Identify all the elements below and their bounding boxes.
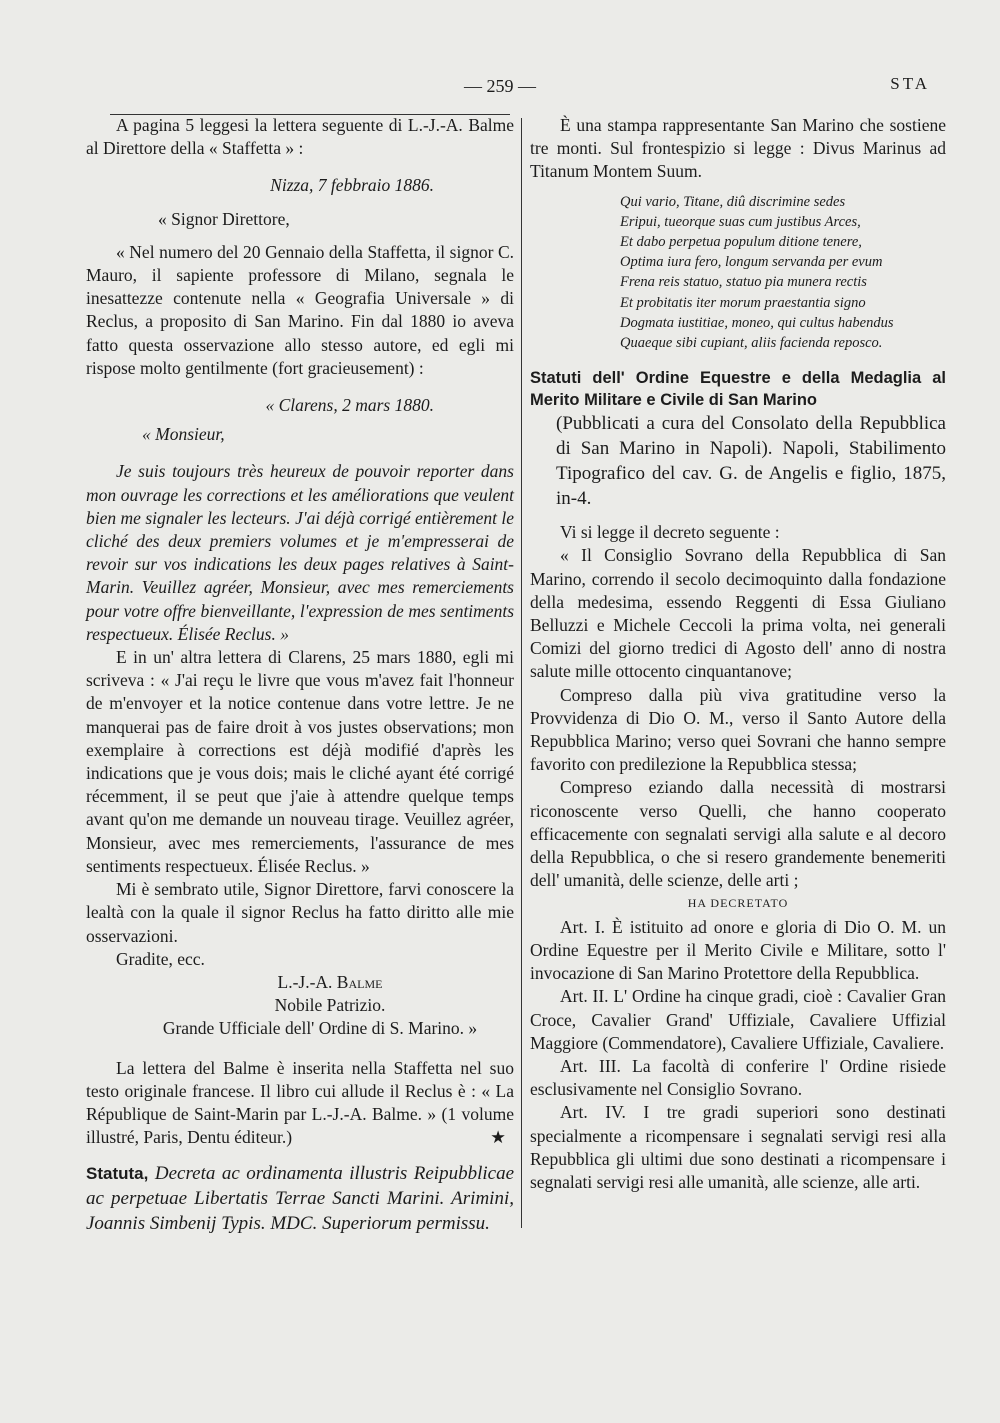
decree-paragraph: Compreso eziando dalla necessità di mostrarsi riconoscente verso Quelli, che hanno cooperato efficacemente con segnalati servigi alla salute e al decoro della Repubblica, o che si resero grandemente benemeriti dell' umanità, delle scienze, delle arti ; (530, 777, 946, 891)
decree-paragraph: Compreso dalla più viva gratitudine verso la Provvidenza di Dio O. M., verso il Santo Autore della Repubblica Marino; verso quei Sovrani che hanno sempre favorito con predilezione la Repubblica stessa; (530, 684, 946, 775)
print-description: È una stampa rappresentante San Marino che sostiene tre monti. Sul frontespizio si legge : Divus Marinus ad Titanum Montem Suum. (530, 115, 946, 182)
decree-intro: Vi si legge il decreto seguente : (560, 522, 780, 543)
article-1: Art. I. È istituito ad onore e gloria di Dio O. M. un Ordine Equestre per il Merito Civile e Militare, sotto l' invocazione di San Marino Protettore della Repubblica. (530, 916, 946, 984)
second-letter-paragraph: E in un' altra lettera di Clarens, 25 mars 1880, egli mi scriveva : « J'ai reçu le livre que vous m'avez fait l'honneur de m'envoyer et la notice contenue dans votre lettre. Je ne manquerai pas de faire droit à vos justes observations; mon exemplaire à corrections est déjà modifié d'après les indications que je vous dois; mais le cliché ayant été corrigé récemment, il se peut que j'aie à attendre quelque temps avant qu'on me demande un nouveau tirage. Veuillez agréer, Monsieur, avec mes remerciements, l'assurance de mes sentiments respectueux. Élisée Reclus. » (86, 647, 514, 876)
quoted-letter-date: « Clarens, 2 mars 1880. (265, 395, 434, 416)
signature-title: Nobile Patrizio. (274, 995, 386, 1016)
statuti-heading: Statuti dell' Ordine Equestre e della Medaglia al Merito Militare e Civile di San Marino (530, 369, 946, 410)
quoted-letter-body: Je suis toujours très heureux de pouvoir reporter dans mon ouvrage les corrections et les améliorations que veulent bien me signaler les lecteurs. J'ai déjà corrigé entièrement le cliché des deux premiers volumes et je m'empresserai de revoir sur vos indications les deux pages relatives à Saint-Marin. Veuillez agréer, Monsieur, avec mes remerciements pour votre offre bienveillante, l'expression de mes sentiments respectueux. Élisée Reclus. » (86, 461, 514, 644)
decree-heading: HA DECRETATO (687, 896, 789, 911)
statuta-title: Statuta, (86, 1164, 149, 1184)
closing-paragraph: Mi è sembrato utile, Signor Direttore, farvi conoscere la lealtà con la quale il signor Reclus ha fatto diritto alle mie osservazioni. (86, 879, 514, 946)
poem-line: Et probitatis iter morum praestantia signo (620, 294, 866, 311)
quoted-salutation: « Monsieur, (142, 424, 225, 445)
signature-name: L.-J.-A. Balme (277, 971, 383, 992)
poem-line: Optima iura fero, longum servanda per evum (620, 254, 883, 271)
signature-rank: Grande Ufficiale dell' Ordine di S. Marino. » (162, 1018, 478, 1039)
letter-date: Nizza, 7 febbraio 1886. (270, 175, 434, 196)
article-3: Art. III. La facoltà di conferire l' Ordine risiede esclusivamente nel Consiglio Sovrano. (530, 1055, 946, 1100)
statuta-description: Decreta ac ordinamenta illustris Reipubblicae ac perpetuae Libertatis Terrae Sancti Marini. Arimini, Joannis Simbenij Typis. MDC. Superiorum permissu. (86, 1163, 515, 1235)
latin-poem (530, 192, 946, 354)
poem-line: Qui vario, Titane, diû discrimine sedes (620, 193, 846, 210)
article-2: Art. II. L' Ordine ha cinque gradi, cioè : Cavalier Gran Croce, Cavalier Grand' Uffiziale, Cavaliere Uffizial Maggiore (Commendatore), Cavaliere Uffiziale, Cavaliere. (530, 986, 946, 1053)
page-number: — 259 — (464, 76, 536, 96)
statuti-publication: (Pubblicati a cura del Consolato della Repubblica di San Marino in Napoli). Napoli, Stabilimento Tipografico del cav. G. de Angelis e figlio, 1875, in-4. (556, 413, 946, 510)
article-4: Art. IV. I tre gradi superiori sono destinati specialmente a ricompensare i segnalati servigi resi alla Repubblica gli ultimi due sono destinati a ricompensare i segnalati servigi resi alle umanità, alle scienze, alle arti. (530, 1102, 946, 1192)
intro-paragraph: A pagina 5 leggesi la lettera seguente di L.-J.-A. Balme al Direttore della « Staffetta » : (86, 115, 514, 159)
section-header: STA (890, 74, 930, 93)
column-divider (521, 118, 522, 1228)
closing-greeting: Gradite, ecc. (116, 948, 205, 969)
note-paragraph (86, 1057, 514, 1150)
right-column (530, 114, 946, 1194)
statuta-entry (86, 1161, 514, 1236)
poem-line: Quaeque sibi cupiant, aliis facienda reposco. (620, 335, 883, 352)
left-column (86, 114, 514, 1236)
poem-line: Frena reis statuo, statuo pia munera rectis (620, 274, 867, 291)
letter-salutation: « Signor Direttore, (158, 208, 290, 229)
poem-line: Dogmata iustitiae, moneo, qui cultus habendus (620, 314, 894, 331)
letter-paragraph: « Nel numero del 20 Gennaio della Staffetta, il signor C. Mauro, il sapiente professore di Milano, segnala le inesattezze contenute nella « Geografia Universale » di Reclus, a proposito di San Marino. Fin dal 1880 io aveva fatto questa osservazione allo stesso autore, ed egli mi rispose molto gentilmente (fort gracieusement) : (86, 241, 514, 378)
note-text: La lettera del Balme è inserita nella Staffetta nel suo testo originale francese. Il libro cui allude il Reclus è : « La République de Saint-Marin par L.-J.-A. Balme. » (1 volume illustré, Paris, Dentu éditeur.) (86, 1057, 514, 1148)
star-ornament: ★ (490, 1127, 506, 1148)
poem-line: Eripui, tueorque suas cum justibus Arces, (620, 213, 861, 230)
decree-paragraph: « Il Consiglio Sovrano della Repubblica di San Marino, correndo il secolo decimoquinto dalla fondazione della medesima, essendo Reggenti di Essa Giuliano Belluzzi e Michele Ceccoli la prima volta, nei generali Comizi del giorno tredici di Agosto dell' anno di nostra salute mille ottocento cinquantanove; (530, 545, 946, 682)
poem-line: Et dabo perpetua populum ditione tenere, (620, 234, 862, 251)
